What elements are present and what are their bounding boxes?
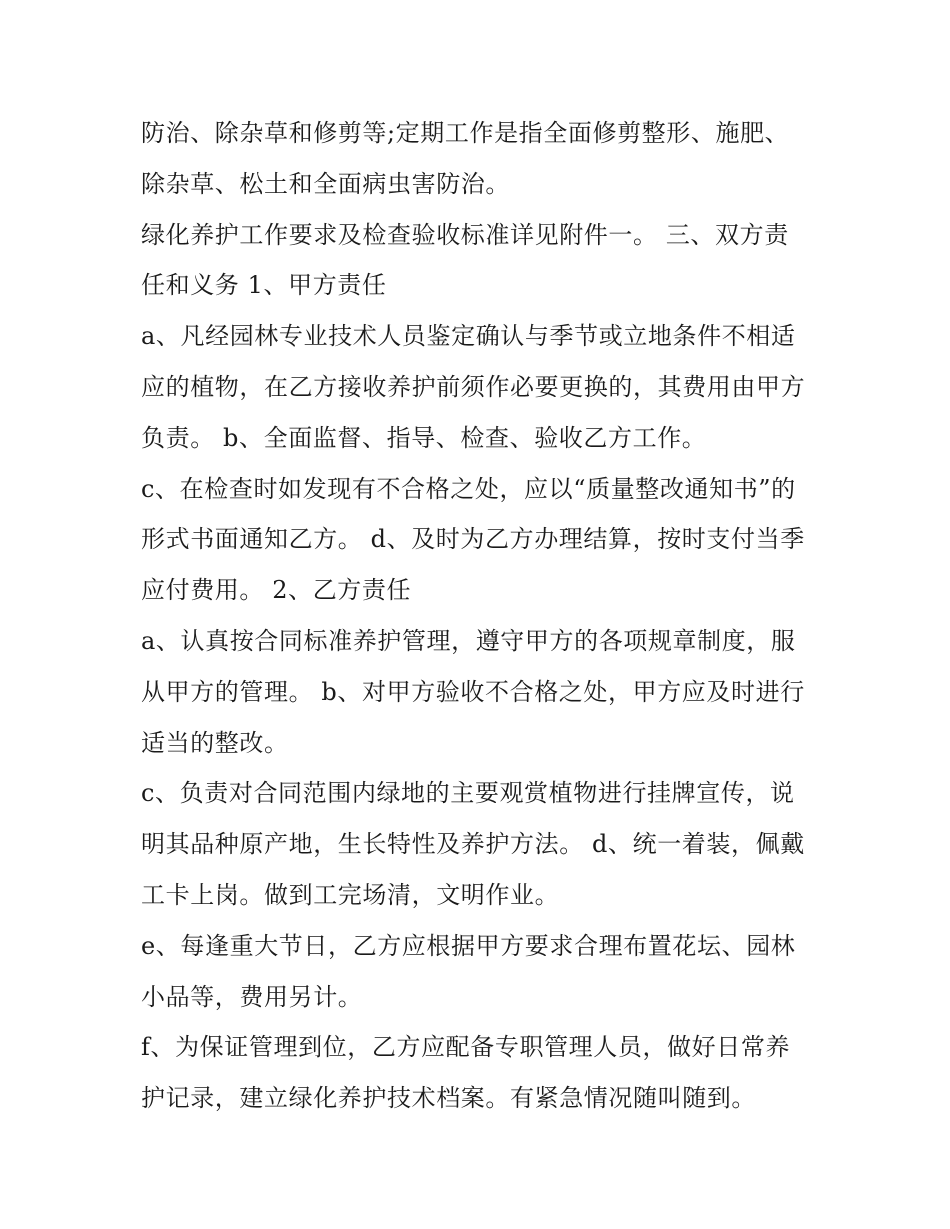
text-line: e、每逢重大节日，乙方应根据甲方要求合理布置花坛、园林 [141,931,796,960]
document-body [141,108,821,1124]
text-line: a、凡经园林专业技术人员鉴定确认与季节或立地条件不相适 [141,322,796,351]
text-line: 任和义务 1、甲方责任 [141,271,387,300]
text-line: 应付费用。 2、乙方责任 [141,576,412,605]
text-line: 负责。 b、全面监督、指导、检查、验收乙方工作。 [141,423,707,452]
text-line: 护记录，建立绿化养护技术档案。有紧急情况随叫随到。 [141,1084,756,1113]
text-line: 适当的整改。 [141,728,289,757]
text-line: 工卡上岗。做到工完场清，文明作业。 [141,880,560,909]
text-line: 应的植物，在乙方接收养护前须作必要更换的，其费用由甲方 [141,372,806,401]
text-line: 小品等，费用另计。 [141,982,363,1011]
text-line: a、认真按合同标准养护管理，遵守甲方的各项规章制度，服 [141,626,796,655]
text-line: c、在检查时如发现有不合格之处，应以“质量整改通知书”的 [141,474,796,503]
text-line: 形式书面通知乙方。 d、及时为乙方办理结算，按时支付当季 [141,525,805,554]
text-line: f、为保证管理到位，乙方应配备专职管理人员，做好日常养 [141,1033,791,1062]
text-line: 从甲方的管理。 b、对甲方验收不合格之处，甲方应及时进行 [141,677,805,706]
text-line: 除杂草、松土和全面病虫害防治。 [141,169,510,198]
text-line: 明其品种原产地，生长特性及养护方法。 d、统一着装，佩戴 [141,830,805,859]
text-line: 绿化养护工作要求及检查验收标准详见附件一。 三、双方责 [141,220,789,249]
text-line: 防治、除杂草和修剪等;定期工作是指全面修剪整形、施肥、 [141,119,790,147]
text-line: c、负责对合同范围内绿地的主要观赏植物进行挂牌宣传，说 [141,779,795,808]
